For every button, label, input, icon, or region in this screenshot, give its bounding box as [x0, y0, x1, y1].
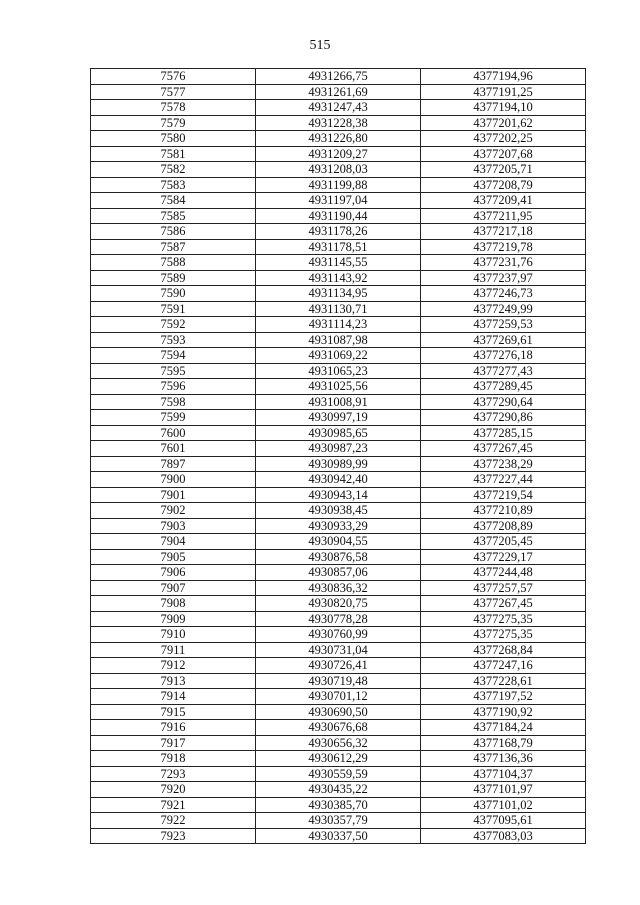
point-number-cell: 7907 [91, 580, 256, 596]
point-number-cell: 7589 [91, 270, 256, 286]
point-number-cell: 7600 [91, 425, 256, 441]
table-row [91, 425, 586, 441]
y-coordinate-cell: 4377219,54 [421, 487, 586, 503]
point-number-cell: 7917 [91, 735, 256, 751]
x-coordinate-cell: 4930989,99 [256, 456, 421, 472]
table-row [91, 146, 586, 162]
x-coordinate-cell: 4931178,26 [256, 224, 421, 240]
point-number-cell: 7897 [91, 456, 256, 472]
y-coordinate-cell: 4377207,68 [421, 146, 586, 162]
y-coordinate-cell: 4377238,29 [421, 456, 586, 472]
point-number-cell: 7587 [91, 239, 256, 255]
x-coordinate-cell: 4931130,71 [256, 301, 421, 317]
table-row [91, 84, 586, 100]
point-number-cell: 7908 [91, 596, 256, 612]
x-coordinate-cell: 4930719,48 [256, 673, 421, 689]
x-coordinate-cell: 4930676,68 [256, 720, 421, 736]
table-row [91, 735, 586, 751]
x-coordinate-cell: 4930337,50 [256, 828, 421, 844]
table-row [91, 658, 586, 674]
x-coordinate-cell: 4931266,75 [256, 69, 421, 85]
point-number-cell: 7588 [91, 255, 256, 271]
x-coordinate-cell: 4930820,75 [256, 596, 421, 612]
y-coordinate-cell: 4377289,45 [421, 379, 586, 395]
table-row [91, 410, 586, 426]
point-number-cell: 7905 [91, 549, 256, 565]
table-row [91, 131, 586, 147]
table-row [91, 782, 586, 798]
point-number-cell: 7578 [91, 100, 256, 116]
x-coordinate-cell: 4930904,55 [256, 534, 421, 550]
point-number-cell: 7579 [91, 115, 256, 131]
x-coordinate-cell: 4930857,06 [256, 565, 421, 581]
page-number: 515 [309, 38, 331, 53]
point-number-cell: 7592 [91, 317, 256, 333]
point-number-cell: 7911 [91, 642, 256, 658]
table-row [91, 472, 586, 488]
point-number-cell: 7594 [91, 348, 256, 364]
coordinates-table-body [91, 69, 586, 844]
point-number-cell: 7903 [91, 518, 256, 534]
table-row [91, 611, 586, 627]
y-coordinate-cell: 4377104,37 [421, 766, 586, 782]
x-coordinate-cell: 4930690,50 [256, 704, 421, 720]
table-row [91, 720, 586, 736]
y-coordinate-cell: 4377217,18 [421, 224, 586, 240]
point-number-cell: 7293 [91, 766, 256, 782]
y-coordinate-cell: 4377201,62 [421, 115, 586, 131]
table-row [91, 813, 586, 829]
table-row [91, 348, 586, 364]
point-number-cell: 7585 [91, 208, 256, 224]
x-coordinate-cell: 4931199,88 [256, 177, 421, 193]
point-number-cell: 7583 [91, 177, 256, 193]
y-coordinate-cell: 4377231,76 [421, 255, 586, 271]
x-coordinate-cell: 4930435,22 [256, 782, 421, 798]
point-number-cell: 7593 [91, 332, 256, 348]
y-coordinate-cell: 4377244,48 [421, 565, 586, 581]
y-coordinate-cell: 4377190,92 [421, 704, 586, 720]
y-coordinate-cell: 4377275,35 [421, 611, 586, 627]
point-number-cell: 7595 [91, 363, 256, 379]
point-number-cell: 7923 [91, 828, 256, 844]
table-row [91, 487, 586, 503]
y-coordinate-cell: 4377194,96 [421, 69, 586, 85]
y-coordinate-cell: 4377210,89 [421, 503, 586, 519]
table-row [91, 828, 586, 844]
y-coordinate-cell: 4377277,43 [421, 363, 586, 379]
table-row [91, 239, 586, 255]
x-coordinate-cell: 4930559,59 [256, 766, 421, 782]
point-number-cell: 7590 [91, 286, 256, 302]
table-row [91, 565, 586, 581]
x-coordinate-cell: 4931197,04 [256, 193, 421, 209]
table-row [91, 627, 586, 643]
table-row [91, 642, 586, 658]
x-coordinate-cell: 4930701,12 [256, 689, 421, 705]
table-row [91, 317, 586, 333]
x-coordinate-cell: 4931190,44 [256, 208, 421, 224]
x-coordinate-cell: 4930760,99 [256, 627, 421, 643]
y-coordinate-cell: 4377228,61 [421, 673, 586, 689]
table-row [91, 580, 586, 596]
point-number-cell: 7902 [91, 503, 256, 519]
table-row [91, 704, 586, 720]
x-coordinate-cell: 4931143,92 [256, 270, 421, 286]
table-row [91, 518, 586, 534]
point-number-cell: 7580 [91, 131, 256, 147]
x-coordinate-cell: 4931069,22 [256, 348, 421, 364]
y-coordinate-cell: 4377168,79 [421, 735, 586, 751]
point-number-cell: 7920 [91, 782, 256, 798]
y-coordinate-cell: 4377275,35 [421, 627, 586, 643]
y-coordinate-cell: 4377268,84 [421, 642, 586, 658]
x-coordinate-cell: 4930933,29 [256, 518, 421, 534]
y-coordinate-cell: 4377267,45 [421, 596, 586, 612]
y-coordinate-cell: 4377290,86 [421, 410, 586, 426]
point-number-cell: 7918 [91, 751, 256, 767]
y-coordinate-cell: 4377237,97 [421, 270, 586, 286]
y-coordinate-cell: 4377285,15 [421, 425, 586, 441]
point-number-cell: 7584 [91, 193, 256, 209]
y-coordinate-cell: 4377205,45 [421, 534, 586, 550]
x-coordinate-cell: 4930943,14 [256, 487, 421, 503]
x-coordinate-cell: 4930938,45 [256, 503, 421, 519]
table-row [91, 270, 586, 286]
table-row [91, 332, 586, 348]
table-row [91, 549, 586, 565]
table-row [91, 689, 586, 705]
y-coordinate-cell: 4377247,16 [421, 658, 586, 674]
table-row [91, 797, 586, 813]
x-coordinate-cell: 4931134,95 [256, 286, 421, 302]
x-coordinate-cell: 4930985,65 [256, 425, 421, 441]
x-coordinate-cell: 4931261,69 [256, 84, 421, 100]
point-number-cell: 7591 [91, 301, 256, 317]
point-number-cell: 7915 [91, 704, 256, 720]
x-coordinate-cell: 4931247,43 [256, 100, 421, 116]
point-number-cell: 7909 [91, 611, 256, 627]
table-row [91, 100, 586, 116]
x-coordinate-cell: 4930726,41 [256, 658, 421, 674]
x-coordinate-cell: 4931145,55 [256, 255, 421, 271]
y-coordinate-cell: 4377136,36 [421, 751, 586, 767]
point-number-cell: 7582 [91, 162, 256, 178]
table-row [91, 177, 586, 193]
y-coordinate-cell: 4377083,03 [421, 828, 586, 844]
x-coordinate-cell: 4930731,04 [256, 642, 421, 658]
y-coordinate-cell: 4377219,78 [421, 239, 586, 255]
y-coordinate-cell: 4377276,18 [421, 348, 586, 364]
table-row [91, 224, 586, 240]
table-row [91, 115, 586, 131]
point-number-cell: 7599 [91, 410, 256, 426]
table-row [91, 301, 586, 317]
x-coordinate-cell: 4931087,98 [256, 332, 421, 348]
table-row [91, 363, 586, 379]
y-coordinate-cell: 4377202,25 [421, 131, 586, 147]
point-number-cell: 7901 [91, 487, 256, 503]
x-coordinate-cell: 4930357,79 [256, 813, 421, 829]
point-number-cell: 7577 [91, 84, 256, 100]
y-coordinate-cell: 4377208,79 [421, 177, 586, 193]
table-row [91, 69, 586, 85]
x-coordinate-cell: 4931178,51 [256, 239, 421, 255]
point-number-cell: 7922 [91, 813, 256, 829]
table-row [91, 456, 586, 472]
table-row [91, 751, 586, 767]
y-coordinate-cell: 4377267,45 [421, 441, 586, 457]
x-coordinate-cell: 4930942,40 [256, 472, 421, 488]
x-coordinate-cell: 4930987,23 [256, 441, 421, 457]
point-number-cell: 7904 [91, 534, 256, 550]
x-coordinate-cell: 4930876,58 [256, 549, 421, 565]
table-row [91, 255, 586, 271]
point-number-cell: 7576 [91, 69, 256, 85]
table-row [91, 503, 586, 519]
y-coordinate-cell: 4377197,52 [421, 689, 586, 705]
x-coordinate-cell: 4931228,38 [256, 115, 421, 131]
point-number-cell: 7914 [91, 689, 256, 705]
point-number-cell: 7910 [91, 627, 256, 643]
y-coordinate-cell: 4377208,89 [421, 518, 586, 534]
x-coordinate-cell: 4930778,28 [256, 611, 421, 627]
y-coordinate-cell: 4377229,17 [421, 549, 586, 565]
y-coordinate-cell: 4377249,99 [421, 301, 586, 317]
point-number-cell: 7586 [91, 224, 256, 240]
y-coordinate-cell: 4377257,57 [421, 580, 586, 596]
x-coordinate-cell: 4931208,03 [256, 162, 421, 178]
table-row [91, 441, 586, 457]
y-coordinate-cell: 4377227,44 [421, 472, 586, 488]
table-row [91, 286, 586, 302]
point-number-cell: 7912 [91, 658, 256, 674]
y-coordinate-cell: 4377211,95 [421, 208, 586, 224]
y-coordinate-cell: 4377194,10 [421, 100, 586, 116]
point-number-cell: 7598 [91, 394, 256, 410]
y-coordinate-cell: 4377259,53 [421, 317, 586, 333]
y-coordinate-cell: 4377095,61 [421, 813, 586, 829]
table-row [91, 673, 586, 689]
x-coordinate-cell: 4931008,91 [256, 394, 421, 410]
table-row [91, 766, 586, 782]
table-row [91, 208, 586, 224]
point-number-cell: 7596 [91, 379, 256, 395]
y-coordinate-cell: 4377101,97 [421, 782, 586, 798]
y-coordinate-cell: 4377246,73 [421, 286, 586, 302]
table-row [91, 596, 586, 612]
point-number-cell: 7921 [91, 797, 256, 813]
table-row [91, 162, 586, 178]
y-coordinate-cell: 4377209,41 [421, 193, 586, 209]
x-coordinate-cell: 4930385,70 [256, 797, 421, 813]
table-row [91, 394, 586, 410]
table-row [91, 534, 586, 550]
y-coordinate-cell: 4377101,02 [421, 797, 586, 813]
point-number-cell: 7906 [91, 565, 256, 581]
y-coordinate-cell: 4377205,71 [421, 162, 586, 178]
y-coordinate-cell: 4377290,64 [421, 394, 586, 410]
table-row [91, 379, 586, 395]
table-row [91, 193, 586, 209]
point-number-cell: 7916 [91, 720, 256, 736]
y-coordinate-cell: 4377184,24 [421, 720, 586, 736]
coordinates-table [90, 68, 586, 844]
x-coordinate-cell: 4931226,80 [256, 131, 421, 147]
y-coordinate-cell: 4377269,61 [421, 332, 586, 348]
x-coordinate-cell: 4930612,29 [256, 751, 421, 767]
point-number-cell: 7601 [91, 441, 256, 457]
x-coordinate-cell: 4931065,23 [256, 363, 421, 379]
point-number-cell: 7913 [91, 673, 256, 689]
point-number-cell: 7581 [91, 146, 256, 162]
x-coordinate-cell: 4930997,19 [256, 410, 421, 426]
x-coordinate-cell: 4931025,56 [256, 379, 421, 395]
y-coordinate-cell: 4377191,25 [421, 84, 586, 100]
x-coordinate-cell: 4931114,23 [256, 317, 421, 333]
point-number-cell: 7900 [91, 472, 256, 488]
x-coordinate-cell: 4930656,32 [256, 735, 421, 751]
x-coordinate-cell: 4931209,27 [256, 146, 421, 162]
x-coordinate-cell: 4930836,32 [256, 580, 421, 596]
